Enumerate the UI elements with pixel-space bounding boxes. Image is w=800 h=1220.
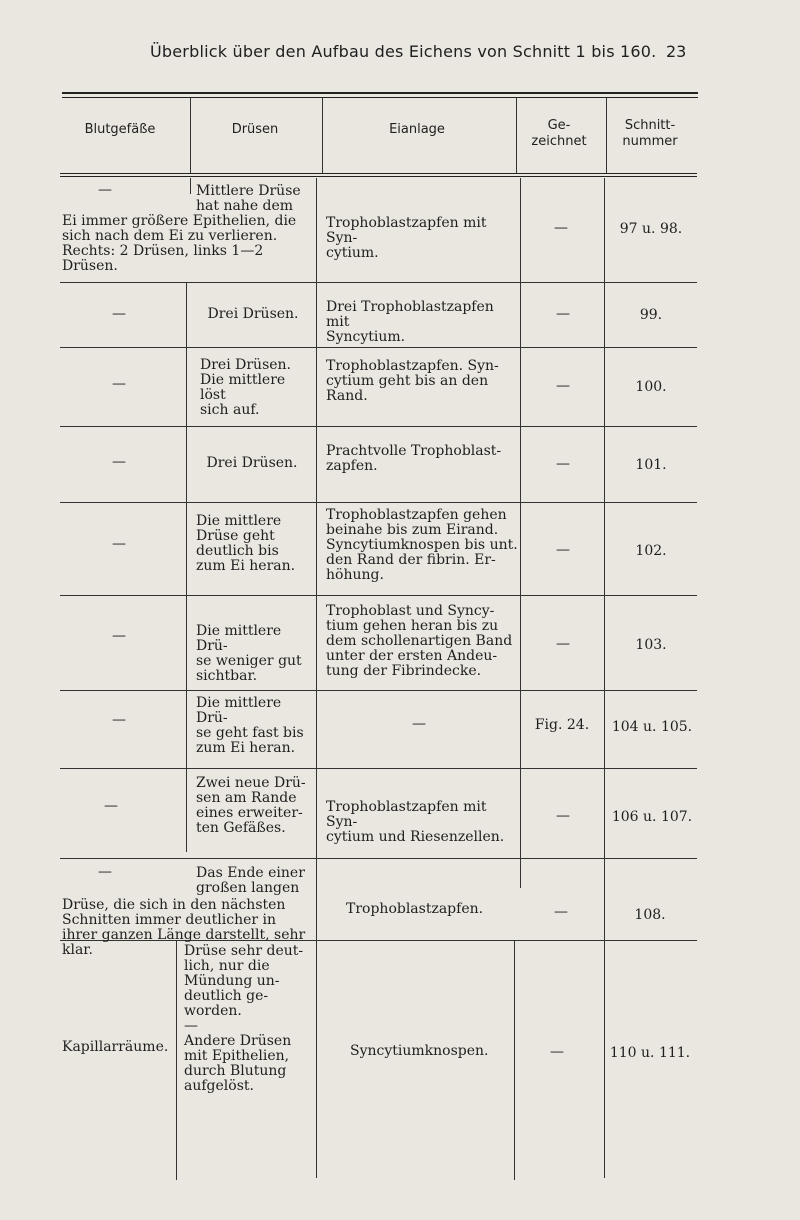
r4-schnitt: 101. <box>635 457 667 473</box>
r8-druesen: Zwei neue Drü- sen am Rande eines erweiter- ten Gefäßes. <box>196 775 306 836</box>
row-sep-1 <box>60 282 697 283</box>
body-line-4 <box>604 178 605 1178</box>
r1-schnitt: 97 u. 98. <box>619 221 683 237</box>
r7-gezeichnet: Fig. 24. <box>534 717 590 733</box>
r5-schnitt: 102. <box>635 543 667 559</box>
top-rule-thick <box>62 92 698 94</box>
r2-schnitt: 99. <box>639 307 663 323</box>
row-sep-8 <box>60 858 697 859</box>
r7-blutgefaesse: — <box>112 712 126 728</box>
body-line-1b <box>186 282 187 852</box>
r6-blutgefaesse: — <box>112 628 126 644</box>
r4-blutgefaesse: — <box>112 454 126 470</box>
header-rule-2 <box>60 176 697 177</box>
r6-gezeichnet: — <box>556 636 570 652</box>
r3-schnitt: 100. <box>635 379 667 395</box>
r9-eianlage: Trophoblastzapfen. <box>346 901 484 917</box>
body-line-1c <box>176 940 177 1180</box>
r4-gezeichnet: — <box>556 456 570 472</box>
col-line-4 <box>606 98 607 173</box>
r8-eianlage: Trophoblastzapfen mit Syn- cytium und Riesenzellen. <box>326 799 505 845</box>
row-sep-6 <box>60 690 697 691</box>
r5-blutgefaesse: — <box>112 536 126 552</box>
r1-druesen: Mittlere Drüse hat nahe dem <box>196 183 301 214</box>
col-header-eianlage: Eianlage <box>389 122 445 137</box>
r8-blutgefaesse: — <box>104 798 118 814</box>
top-rule-thin <box>62 97 698 98</box>
r3-blutgefaesse: — <box>112 376 126 392</box>
r9-gezeichnet: — <box>554 904 568 920</box>
r2-blutgefaesse: — <box>112 306 126 322</box>
r1-gezeichnet: — <box>554 220 568 236</box>
r3-eianlage: Trophoblastzapfen. Syn- cytium geht bis an den Rand. <box>326 358 499 404</box>
body-line-2 <box>316 178 317 1178</box>
col-header-druesen: Drüsen <box>231 122 279 137</box>
row-sep-7 <box>60 768 697 769</box>
row-sep-3 <box>60 426 697 427</box>
r2-eianlage: Drei Trophoblastzapfen mit Syncytium. <box>326 299 494 345</box>
r8-schnitt: 106 u. 107. <box>611 809 693 825</box>
body-line-3b <box>514 940 515 1180</box>
col-header-gezeichnet: Ge- zeichnet <box>531 118 587 149</box>
r3-gezeichnet: — <box>556 378 570 394</box>
r9-schnitt: 108. <box>634 907 666 923</box>
r6-eianlage: Trophoblast und Syncy- tium gehen heran bis zu dem schollenartigen Band unter der ersten Andeu- tung der Fibrindecke. <box>326 603 513 679</box>
r5-druesen: Die mittlere Drüse geht deutlich bis zum Ei heran. <box>196 513 296 574</box>
r10-druesen: Drüse sehr deut- lich, nur die Mündung un- deutlich ge- worden. — Andere Drüsen mit Epithelien, durch Blutung aufgelöst. <box>184 943 304 1094</box>
r1-span-text: Ei immer größere Epithelien, die sich nach dem Ei zu verlieren. Rechts: 2 Drüsen, links 1—2 Drüsen. <box>62 213 297 274</box>
row-sep-4 <box>60 502 697 503</box>
r9-span-text: Drüse, die sich in den nächsten Schnitten immer deutlicher in ihrer ganzen Länge darstellt, sehr klar. <box>62 897 306 958</box>
r7-eianlage: — <box>412 716 426 732</box>
body-line-3 <box>520 178 521 888</box>
r10-gezeichnet: — <box>550 1044 564 1060</box>
body-line-1a <box>190 178 191 194</box>
running-title: Überblick über den Aufbau des Eichens von Schnitt 1 bis 160. <box>150 42 657 61</box>
r6-schnitt: 103. <box>635 637 667 653</box>
r1-eianlage: Trophoblastzapfen mit Syn- cytium. <box>326 215 487 261</box>
col-header-blutgefaesse: Blutgefäße <box>84 122 156 137</box>
r9-blutgefaesse: — <box>98 864 112 880</box>
r10-schnitt: 110 u. 111. <box>609 1045 691 1061</box>
r8-gezeichnet: — <box>556 808 570 824</box>
r10-blutgefaesse: Kapillarräume. <box>62 1039 169 1055</box>
r9-druesen: Das Ende einer großen langen <box>196 865 305 896</box>
row-sep-5 <box>60 595 697 596</box>
r7-druesen: Die mittlere Drü- se geht fast bis zum Ei heran. <box>196 695 304 756</box>
page-header <box>0 38 800 68</box>
header-rule-1 <box>60 173 697 174</box>
r1-blutgefaesse: — <box>98 182 112 198</box>
r2-gezeichnet: — <box>556 306 570 322</box>
r2-druesen: Drei Drüsen. <box>207 306 299 322</box>
r4-druesen: Drei Drüsen. <box>206 455 298 471</box>
col-line-1 <box>190 98 191 173</box>
r5-eianlage: Trophoblastzapfen gehen beinahe bis zum Eirand. Syncytiumknospen bis unt. den Rand der fibrin. Er- höhung. <box>326 507 518 583</box>
r4-eianlage: Prachtvolle Trophoblast- zapfen. <box>326 443 502 474</box>
r6-druesen: Die mittlere Drü- se weniger gut sichtbar. <box>196 623 302 684</box>
col-line-3 <box>516 98 517 173</box>
r7-schnitt: 104 u. 105. <box>611 719 693 735</box>
r10-eianlage: Syncytiumknospen. <box>350 1043 489 1059</box>
page-number: 23 <box>666 42 687 61</box>
row-sep-2 <box>60 347 697 348</box>
col-line-2 <box>322 98 323 173</box>
col-header-schnitt: Schnitt- nummer <box>622 118 678 149</box>
r3-druesen: Drei Drüsen. Die mittlere löst sich auf. <box>200 357 291 418</box>
r5-gezeichnet: — <box>556 542 570 558</box>
